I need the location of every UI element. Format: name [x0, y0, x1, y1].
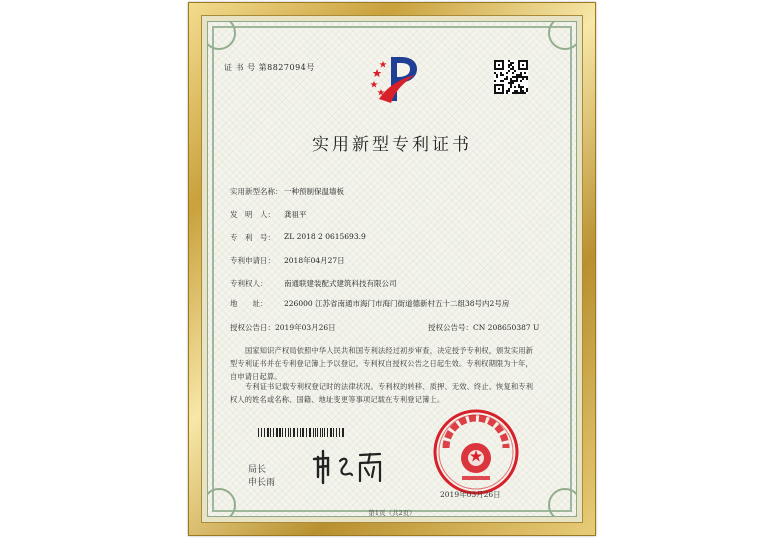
qr-module — [502, 68, 504, 70]
field-row-patentee — [230, 278, 397, 289]
page-number: 第1页（共2页） — [368, 509, 416, 517]
field-value: ZL 2018 2 0615693.9 — [284, 232, 366, 241]
barcode-bar — [336, 428, 337, 437]
qr-module — [524, 92, 526, 94]
qr-module — [520, 80, 522, 82]
qr-module — [508, 70, 510, 72]
qr-module — [506, 72, 508, 74]
qr-module — [498, 64, 500, 66]
gold-frame — [188, 2, 596, 536]
barcode-bar — [313, 428, 314, 437]
barcode-bar — [261, 428, 262, 437]
body-paragraph: 专利证书记载专利权登记时的法律状况。专利权的转移、质押、无效、终止、恢复和专利权人的姓名或名称、国籍、地址变更等事项记载在专利登记簿上。 — [230, 382, 534, 404]
qr-module — [516, 80, 518, 82]
corner-ornament — [548, 21, 577, 50]
barcode-bar — [306, 428, 307, 437]
barcode-bar — [276, 428, 278, 437]
publication-number: 授权公告号：CN 208650387 U — [428, 323, 540, 332]
field-row-inventor — [230, 209, 307, 220]
barcode-bar — [322, 428, 323, 437]
seal-date: 2019年03月26日 — [440, 490, 501, 499]
barcode-bar — [342, 428, 344, 437]
qr-module — [512, 72, 514, 74]
barcode-bar — [315, 428, 316, 437]
barcode-bar — [270, 428, 271, 437]
barcode-bar — [293, 428, 295, 437]
qr-module — [502, 92, 504, 94]
field-row-address — [230, 298, 514, 310]
field-label: 发 明 人： — [230, 210, 275, 219]
field-row-name — [230, 186, 344, 197]
field-row-patent-number — [230, 232, 366, 243]
barcode-bar — [339, 428, 340, 437]
barcode-bar — [320, 428, 321, 437]
qr-module — [526, 68, 528, 70]
qr-module — [494, 80, 496, 82]
patent-office-emblem-icon — [369, 49, 421, 109]
qr-module — [498, 88, 500, 90]
director-title: 局长 — [248, 465, 267, 475]
barcode-bar — [282, 428, 283, 437]
barcode-bar — [264, 428, 265, 437]
body-paragraph: 国家知识产权局依照中华人民共和国专利法经过初步审查，决定授予专利权，颁发实用新型专利证书并在专利登记簿上予以登记。专利权自授权公告之日起生效。专利权期限为十年，自申请日起算。 — [230, 346, 534, 381]
qr-module — [522, 86, 524, 88]
qr-module — [512, 82, 514, 84]
qr-module — [526, 78, 528, 80]
corner-ornament — [207, 21, 236, 50]
field-value: 2018年04月27日 — [284, 256, 345, 265]
barcode-bar — [330, 428, 332, 437]
barcode-bar — [309, 428, 311, 437]
barcode-icon — [258, 428, 346, 437]
barcode-bar — [302, 428, 304, 437]
field-value: 226000 江苏省南通市海门市海门街道德新村五十二组38号内2号房 — [284, 299, 510, 308]
qr-module — [522, 78, 524, 80]
field-value: 一种预制保温墙板 — [284, 187, 344, 196]
certificate-paper — [207, 21, 577, 517]
frame-inner-mat — [201, 15, 583, 523]
qr-module — [524, 72, 526, 74]
field-row-filing-date — [230, 255, 345, 266]
barcode-bar — [300, 428, 301, 437]
barcode-bar — [267, 428, 269, 437]
qr-module — [496, 76, 498, 78]
barcode-bar — [288, 428, 289, 437]
field-value: 南通联建装配式建筑科技有限公司 — [284, 279, 397, 288]
barcode-bar — [285, 428, 286, 437]
field-label: 实用新型名称： — [230, 187, 283, 196]
barcode-bar — [333, 428, 334, 437]
field-label: 专利申请日： — [230, 256, 275, 265]
handwritten-signature-icon — [312, 447, 384, 487]
qr-module — [506, 92, 508, 94]
director-name: 申长雨 — [248, 478, 276, 488]
field-label: 专利权人： — [230, 279, 268, 288]
qr-module — [506, 78, 508, 80]
qr-module — [508, 90, 510, 92]
qr-code-icon — [494, 60, 528, 94]
authorization-date: 授权公告日：2019年03月26日 — [230, 323, 336, 332]
certificate-number: 证 书 号 第8827094号 — [224, 63, 315, 72]
qr-module — [514, 86, 516, 88]
barcode-bar — [290, 428, 291, 437]
qr-module — [522, 64, 524, 66]
barcode-bar — [258, 428, 259, 437]
qr-module — [512, 62, 514, 64]
official-seal-icon — [432, 408, 520, 496]
barcode-bar — [327, 428, 328, 437]
barcode-bar — [273, 428, 274, 437]
qr-module — [502, 74, 504, 76]
barcode-bar — [297, 428, 298, 437]
qr-module — [526, 90, 528, 92]
field-label: 地 址： — [230, 299, 268, 308]
barcode-bar — [324, 428, 325, 437]
barcode-bar — [317, 428, 318, 437]
qr-module — [502, 80, 504, 82]
certificate-title: 实用新型专利证书 — [312, 135, 472, 155]
field-value: 龚祖平 — [284, 210, 307, 219]
qr-module — [510, 86, 512, 88]
barcode-bar — [279, 428, 281, 437]
qr-module — [514, 70, 516, 72]
field-label: 专 利 号： — [230, 233, 275, 242]
